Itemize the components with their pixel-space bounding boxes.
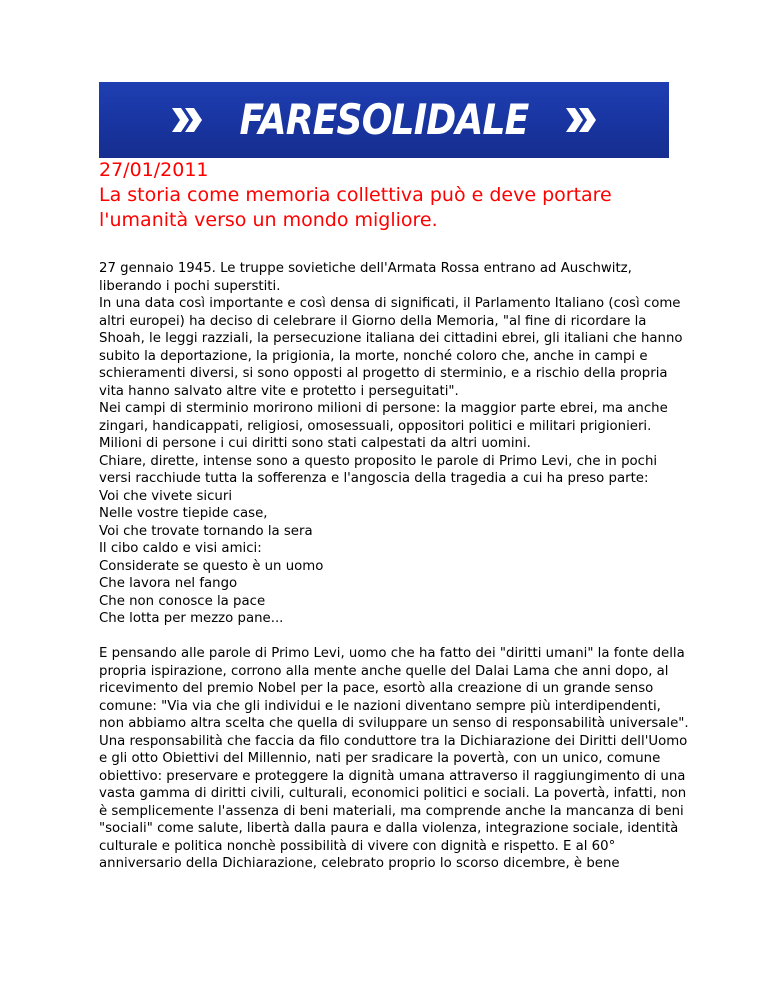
article-date: 27/01/2011 [99,159,209,181]
poem-line: Che lotta per mezzo pane... [99,611,284,626]
banner-content [170,95,598,144]
poem-line: Che lavora nel fango [99,576,238,591]
poem-line: Il cibo caldo e visi amici: [99,541,262,556]
article-intro: 27 gennaio 1945. Le truppe sovietiche dell'Armata Rossa entrano ad Auschwitz, liberando i pochi superstiti. [99,261,632,294]
poem [99,488,689,628]
poem-line: Voi che trovate tornando la sera [99,523,313,539]
faresolidale-banner [99,82,669,158]
article-paragraph-3: Chiare, dirette, intense sono a questo proposito le parole di Primo Levi, che in pochi versi racchiude tutta la sofferenza e l'angoscia della tragedia a cui ha preso parte: [99,453,658,486]
poem-line: Nelle vostre tiepide case, [99,506,268,521]
article-paragraph-1: In una data così importante e così densa di significati, il Parlamento Italiano (così come altri europei) ha deciso di celebrare il Giorno della Memoria, "al fine di ricordare la Shoah, le leggi razziali, la persecuzione italiana dei cittadini ebrei, gli italiani che hanno subito la deportazione, la prigionia, la morte, nonché coloro che, anche in campi e schieramenti diversi, si sono opposti al progetto di sterminio, e a rischio della propria vita hanno salvato altre vite e protetto i perseguitati". [99,296,683,399]
double-chevron-right-icon [170,105,204,135]
banner-logo-text: FARESOLIDALE [239,95,529,144]
article-header [99,158,699,233]
article-title-line-2: l'umanità verso un mondo migliore. [99,209,438,231]
article-paragraph-2: Nei campi di sterminio morirono milioni di persone: la maggior parte ebrei, ma anche zingari, handicappati, religiosi, omosessuali, oppositori politici e militari prigionieri. Milioni di persone i cui diritti sono stati calpestati da altri uomini. [99,401,668,451]
paragraph-spacer [99,628,689,646]
article-body [99,260,689,873]
article-paragraph-4: E pensando alle parole di Primo Levi, uomo che ha fatto dei "diritti umani" la fonte della propria ispirazione, corrono alla mente anche quelle del Dalai Lama che anni dopo, al ricevimento del premio Nobel per la pace, esortò alla creazione di un grande senso comune: "Via via che gli individui e le nazioni diventano sempre più interdipendenti, non abbiamo altra scelta che quella di sviluppare un senso di responsabilità universale". Una responsabilità che faccia da filo conduttore tra la Dichiarazione dei Diritti dell'Uomo e gli otto Obiettivi del Millennio, nati per sradicare la povertà, con un unico, comune obiettivo: preservare e proteggere la dignità umana attraverso il raggiungimento di una vasta gamma di diritti civili, culturali, economici politici e sociali. La povertà, infatti, non è semplicemente l'assenza di beni materiali, ma comprende anche la mancanza di beni "sociali" come salute, libertà dalla paura e dalla violenza, integrazione sociale, identità culturale e politica nonchè possibilità di vivere con dignità e rispetto. E al 60° anniversario della Dichiarazione, celebrato proprio lo scorso dicembre, è bene [99,646,689,871]
article-title-line-1: La storia come memoria collettiva può e deve portare [99,184,612,206]
double-chevron-right-icon [564,105,598,135]
poem-line: Considerate se questo è un uomo [99,558,324,574]
poem-line: Voi che vivete sicuri [99,488,233,504]
poem-line: Che non conosce la pace [99,593,266,609]
